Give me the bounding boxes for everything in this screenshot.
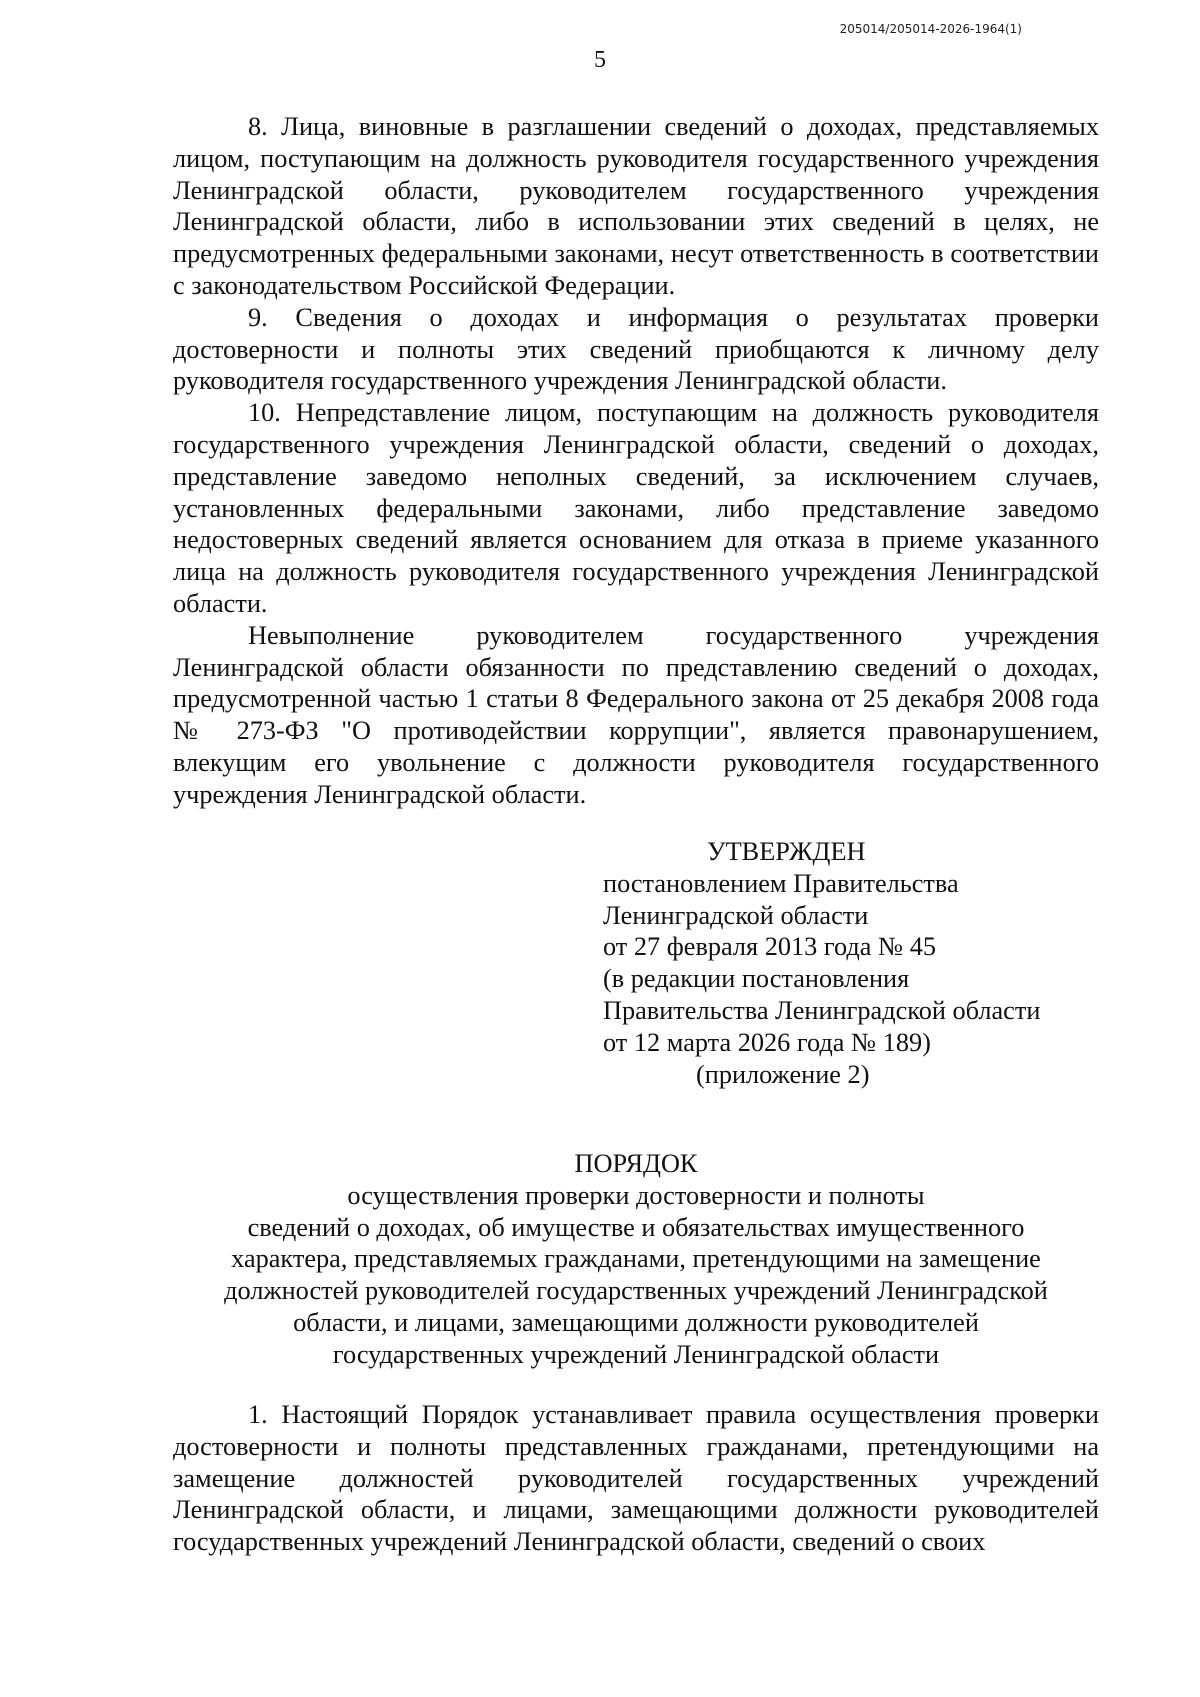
paragraph-9: 9. Сведения о доходах и информация о результатах проверки достоверности и полноты этих сведений приобщаются к личному делу руководителя государственного учреждения Ленинградской области. xyxy=(173,302,1099,396)
order-subtitle-line: осуществления проверки достоверности и полноты xyxy=(347,1180,925,1210)
approval-line-2: Ленинградской области xyxy=(603,900,869,930)
body-text xyxy=(173,111,1099,811)
document-id: 205014/205014-2026-1964(1) xyxy=(839,22,1022,36)
order-subtitle-line: должностей руководителей государственных учреждений Ленинградской xyxy=(224,1276,1048,1306)
approval-line-3: от 27 февраля 2013 года № 45 xyxy=(603,932,936,962)
approval-line-6: от 12 марта 2026 года № 189) xyxy=(603,1027,931,1057)
order-title: ПОРЯДОК xyxy=(574,1149,698,1178)
order-subtitle-line: государственных учреждений Ленинградской области xyxy=(332,1339,940,1369)
order-subtitle-line: характера, представляемых гражданами, претендующими на замещение xyxy=(231,1244,1041,1274)
approval-title: УТВЕРЖДЕН xyxy=(707,837,866,866)
approval-line-5: Правительства Ленинградской области xyxy=(603,995,1041,1025)
paragraph-8: 8. Лица, виновные в разглашении сведений о доходах, представляемых лицом, поступающим на должность руководителя государственного учреждения Ленинградской области, руководителем государственного учреждения Ленинградской области, либо в использовании этих сведений в целях, не предусмотренных федеральными законами, несут ответственность в соответствии с законодательством Российской Федерации. xyxy=(173,112,1099,300)
order-heading xyxy=(173,1148,1099,1371)
paragraph-10: 10. Непредставление лицом, поступающим на должность руководителя государственного учреждения Ленинградской области, сведений о доходах, представление заведомо неполных сведений, за исключением случаев, установленных федеральными законами, либо представление заведомо недостоверных сведений является основанием для отказа в приеме указанного лица на должность руководителя государственного учреждения Ленинградской области. xyxy=(173,398,1099,618)
order-paragraph-1: 1. Настоящий Порядок устанавливает правила осуществления проверки достоверности и полноты представленных гражданами, претендующими на замещение должностей руководителей государственных учреждений Ленинградской области, и лицами, замещающими должности руководителей государственных учреждений Ленинградской области, сведений о своих xyxy=(173,1400,1099,1557)
approval-stamp xyxy=(603,836,1103,1090)
page-number: 5 xyxy=(594,47,606,73)
order-subtitle-line: сведений о доходах, об имуществе и обязательствах имущественного xyxy=(247,1212,1025,1242)
order-subtitle-line: области, и лицами, замещающими должности руководителей xyxy=(293,1307,979,1337)
approval-line-1: постановлением Правительства xyxy=(603,868,959,898)
approval-line-4: (в редакции постановления xyxy=(603,964,910,994)
paragraph-non-fulfillment: Невыполнение руководителем государственного учреждения Ленинградской области обязанности по представлению сведений о доходах, предусмотренной частью 1 статьи 8 Федерального закона от 25 декабря 2008 года № 273-ФЗ "О противодействии коррупции", является правонарушением, влекущим его увольнение с должности руководителя государственного учреждения Ленинградской области. xyxy=(173,620,1099,809)
approval-appendix: (приложение 2) xyxy=(696,1059,870,1089)
order-body xyxy=(173,1399,1099,1558)
